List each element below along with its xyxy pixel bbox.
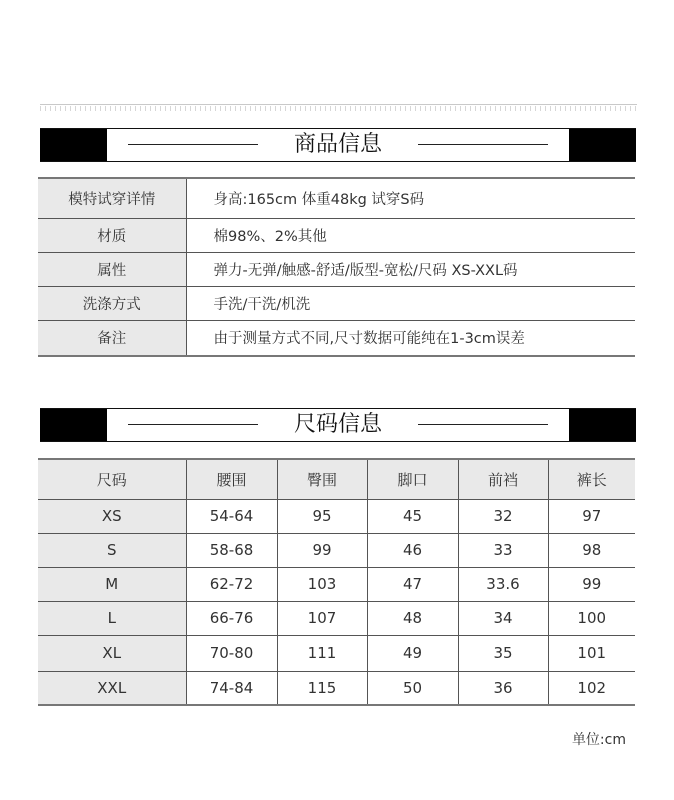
table-header-row [38,459,635,499]
table-cell: 34 [458,601,548,635]
product-info-title: 商品信息 [288,132,388,157]
table-cell: 101 [548,635,635,671]
table-cell: 66-76 [186,601,277,635]
table-cell: 111 [277,635,367,671]
table-cell: 115 [277,671,367,705]
table-cell: 50 [367,671,458,705]
size-cell: XXL [38,671,186,705]
size-cell: S [38,533,186,567]
product-info-table [38,177,635,357]
table-row [38,218,635,252]
table-row [38,635,635,671]
column-header: 尺码 [38,459,186,499]
info-label: 备注 [38,320,186,356]
column-header: 脚口 [367,459,458,499]
table-row [38,286,635,320]
table-cell: 97 [548,499,635,533]
info-label: 材质 [38,218,186,252]
table-cell: 49 [367,635,458,671]
table-cell: 48 [367,601,458,635]
column-header: 腰围 [186,459,277,499]
table-cell: 33.6 [458,567,548,601]
table-cell: 99 [277,533,367,567]
size-cell: XS [38,499,186,533]
size-info-title: 尺码信息 [288,412,388,437]
table-cell: 100 [548,601,635,635]
table-cell: 45 [367,499,458,533]
table-row [38,671,635,705]
table-row [38,601,635,635]
info-label: 属性 [38,252,186,286]
table-row [38,178,635,218]
table-row [38,499,635,533]
info-label: 洗涤方式 [38,286,186,320]
info-value: 由于测量方式不同,尺寸数据可能纯在1-3cm误差 [213,331,525,348]
table-row [38,533,635,567]
table-row [38,252,635,286]
table-cell: 99 [548,567,635,601]
decorative-ruler [40,104,637,114]
table-row [38,567,635,601]
table-cell: 102 [577,678,607,697]
table-cell: 62-72 [186,567,277,601]
table-cell: 103 [277,567,367,601]
table-cell: 32 [458,499,548,533]
table-cell: 46 [367,533,458,567]
table-cell: 95 [277,499,367,533]
size-table [38,458,635,706]
size-cell: XL [38,635,186,671]
column-header: 前裆 [458,459,548,499]
info-value: 手洗/干洗/机洗 [186,286,635,320]
table-cell: 47 [367,567,458,601]
info-label: 模特试穿详情 [38,178,186,218]
table-cell: 54-64 [186,499,277,533]
size-cell: M [38,567,186,601]
table-cell: 35 [458,635,548,671]
product-info-banner [40,128,636,162]
size-info-banner [40,408,636,442]
table-cell: 98 [548,533,635,567]
table-cell: 33 [458,533,548,567]
unit-note: 单位:cm [571,732,626,748]
info-value: 弹力-无弹/触感-舒适/版型-宽松/尺码 XS-XXL码 [186,252,635,286]
info-value: 棉98%、2%其他 [186,218,635,252]
column-header: 臀围 [277,459,367,499]
column-header: 裤长 [548,459,635,499]
table-cell: 74-84 [186,671,277,705]
table-cell: 70-80 [186,635,277,671]
table-row [38,320,635,356]
table-cell: 58-68 [186,533,277,567]
table-cell: 107 [277,601,367,635]
size-cell: L [38,601,186,635]
table-cell: 36 [458,671,548,705]
info-value: 身高:165cm 体重48kg 试穿S码 [186,178,635,218]
